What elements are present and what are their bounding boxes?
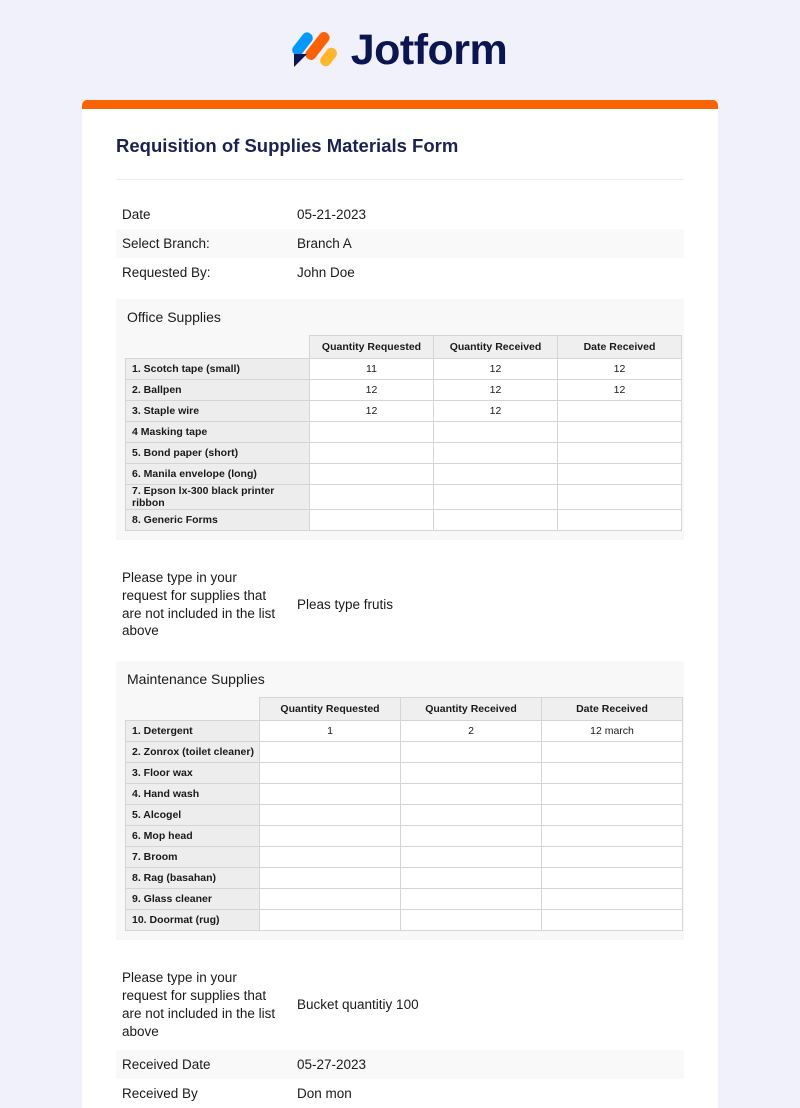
field-row-maintenance-freetext [116,960,684,1049]
office-supplies-section [116,299,684,540]
cell-quantity-requested[interactable] [260,826,401,847]
row-label: 2. Zonrox (toilet cleaner) [126,742,260,763]
cell-quantity-requested[interactable]: 1 [260,721,401,742]
cell-date-received[interactable] [542,784,683,805]
cell-quantity-received[interactable]: 12 [434,359,558,380]
form-body [82,109,718,1108]
field-label-branch: Select Branch: [122,236,210,251]
cell-quantity-requested[interactable] [260,868,401,889]
office-supplies-title: Office Supplies [127,309,221,325]
table-row [126,847,683,868]
logo-arrow-icon [294,54,307,67]
table-row [126,721,683,742]
field-label-received-by: Received By [122,1085,198,1101]
table-row [126,380,682,401]
cell-quantity-received[interactable]: 2 [401,721,542,742]
cell-quantity-received[interactable] [434,422,558,443]
row-label: 8. Generic Forms [126,510,310,531]
table-row [126,510,682,531]
row-label: 5. Alcogel [126,805,260,826]
column-header-date-received: Date Received [542,698,683,721]
cell-date-received[interactable]: 12 march [542,721,683,742]
cell-quantity-requested[interactable]: 11 [310,359,434,380]
maintenance-supplies-table [125,697,683,931]
cell-quantity-received[interactable] [401,763,542,784]
field-row-received-date [116,1050,684,1079]
cell-date-received[interactable]: 12 [558,380,682,401]
cell-quantity-received[interactable] [401,910,542,931]
maintenance-supplies-title: Maintenance Supplies [127,671,265,688]
row-label: 1. Detergent [126,721,260,742]
field-row-branch [116,229,684,258]
table-row [126,763,683,784]
cell-quantity-received[interactable] [434,510,558,531]
cell-quantity-received[interactable] [401,847,542,868]
jotform-logo-icon [293,28,337,72]
table-row [126,443,682,464]
table-row [126,784,683,805]
cell-date-received[interactable] [558,510,682,531]
row-label: 3. Floor wax [126,763,260,784]
cell-date-received[interactable] [558,464,682,485]
row-label: 10. Doormat (rug) [126,910,260,931]
cell-quantity-requested[interactable] [260,910,401,931]
cell-quantity-requested[interactable] [310,485,434,510]
field-value-requested-by[interactable]: John Doe [297,265,355,280]
table-row [126,910,683,931]
table-row [126,742,683,763]
row-label: 5. Bond paper (short) [126,443,310,464]
footer-fields-table [116,960,684,1107]
field-row-requested-by [116,258,684,287]
field-row-office-freetext [116,560,684,649]
field-label-maintenance-freetext: Please type in your request for supplies that are not included in the list above [122,970,276,1039]
cell-quantity-received[interactable] [401,826,542,847]
cell-date-received[interactable] [558,401,682,422]
cell-date-received[interactable] [542,763,683,784]
cell-date-received[interactable] [542,910,683,931]
column-header-quantity-received: Quantity Received [434,336,558,359]
cell-quantity-requested[interactable] [310,510,434,531]
field-value-date[interactable]: 05-21-2023 [297,207,367,222]
cell-date-received[interactable] [558,422,682,443]
cell-quantity-requested[interactable] [260,784,401,805]
maintenance-supplies-section [116,661,684,940]
field-value-maintenance-freetext[interactable]: Bucket quantitiy 100 [297,997,419,1013]
cell-quantity-requested[interactable]: 12 [310,401,434,422]
cell-date-received[interactable] [558,485,682,510]
cell-quantity-requested[interactable] [310,443,434,464]
office-supplies-table [125,335,682,531]
cell-date-received[interactable] [542,868,683,889]
field-value-received-date[interactable]: 05-27-2023 [297,1056,367,1072]
table-row [126,464,682,485]
row-label: 4 Masking tape [126,422,310,443]
cell-quantity-requested[interactable] [260,889,401,910]
office-freetext-table [116,560,684,649]
table-corner-cell [126,698,260,721]
table-row [126,868,683,889]
table-row [126,401,682,422]
cell-date-received[interactable] [542,805,683,826]
cell-quantity-received[interactable] [434,443,558,464]
table-row [126,359,682,380]
page-title: Requisition of Supplies Materials Form [116,131,684,180]
table-row [126,485,682,510]
table-corner-cell [126,336,310,359]
field-label-date: Date [122,207,151,222]
row-label: 6. Manila envelope (long) [126,464,310,485]
maintenance-supplies-rows [126,721,683,931]
cell-quantity-requested[interactable] [310,464,434,485]
row-label: 2. Ballpen [126,380,310,401]
column-header-quantity-received: Quantity Received [401,698,542,721]
cell-date-received[interactable] [558,443,682,464]
field-label-requested-by: Requested By: [122,265,211,280]
row-label: 9. Glass cleaner [126,889,260,910]
field-value-office-freetext[interactable]: Pleas type frutis [297,597,394,613]
cell-quantity-requested[interactable]: 12 [310,380,434,401]
cell-date-received[interactable] [542,826,683,847]
office-supplies-rows [126,359,682,531]
cell-date-received[interactable] [542,889,683,910]
cell-quantity-requested[interactable] [260,742,401,763]
cell-quantity-received[interactable] [434,485,558,510]
form-card [82,100,718,1108]
cell-quantity-received[interactable] [401,805,542,826]
row-label: 6. Mop head [126,826,260,847]
field-row-received-by [116,1079,684,1108]
cell-quantity-requested[interactable] [310,422,434,443]
jotform-brand-header [0,0,800,100]
cell-quantity-requested[interactable] [260,805,401,826]
table-row [126,805,683,826]
field-label-received-date: Received Date [122,1056,211,1072]
row-label: 7. Epson lx-300 black printer ribbon [126,485,310,510]
cell-quantity-received[interactable] [434,464,558,485]
field-row-date [116,200,684,229]
field-label-office-freetext: Please type in your request for supplies that are not included in the list above [122,570,276,639]
column-header-quantity-requested: Quantity Requested [260,698,401,721]
jotform-wordmark: Jotform [350,25,508,74]
row-label: 3. Staple wire [126,401,310,422]
row-label: 8. Rag (basahan) [126,868,260,889]
table-row [126,889,683,910]
cell-quantity-received[interactable] [401,868,542,889]
cell-quantity-received[interactable] [401,889,542,910]
field-value-branch[interactable]: Branch A [297,236,352,251]
cell-date-received[interactable]: 12 [558,359,682,380]
cell-quantity-received[interactable]: 12 [434,401,558,422]
cell-quantity-requested[interactable] [260,763,401,784]
cell-date-received[interactable] [542,847,683,868]
card-accent-bar [82,100,718,109]
column-header-date-received: Date Received [558,336,682,359]
column-header-quantity-requested: Quantity Requested [310,336,434,359]
header-fields-table [116,200,684,287]
row-label: 7. Broom [126,847,260,868]
row-label: 1. Scotch tape (small) [126,359,310,380]
table-header-row [126,698,683,721]
table-header-row [126,336,682,359]
cell-quantity-received[interactable] [401,784,542,805]
cell-quantity-requested[interactable] [260,847,401,868]
row-label: 4. Hand wash [126,784,260,805]
cell-quantity-received[interactable] [401,742,542,763]
cell-date-received[interactable] [542,742,683,763]
cell-quantity-received[interactable]: 12 [434,380,558,401]
table-row [126,826,683,847]
field-value-received-by[interactable]: Don mon [297,1085,352,1101]
table-row [126,422,682,443]
